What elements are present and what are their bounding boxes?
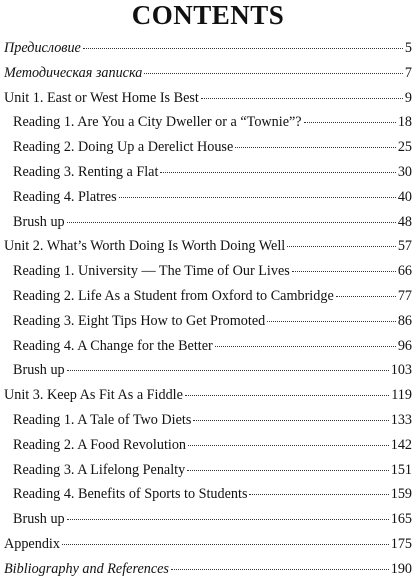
toc-entry: [13, 113, 412, 131]
page-title: CONTENTS: [131, 0, 285, 30]
toc-entry-page-number: 103: [390, 362, 412, 379]
toc-entry-page-number: 133: [390, 412, 412, 428]
toc-entry-title: Brush up: [13, 362, 65, 379]
toc-entry: [4, 535, 412, 553]
toc-entry-title: Unit 1. East or West Home Is Best: [4, 89, 199, 106]
toc-entry-page-number: 96: [397, 337, 412, 354]
toc-entry: [13, 436, 412, 454]
toc-entry-page-number: 119: [391, 387, 412, 404]
toc-entry-page-number: 86: [397, 312, 412, 329]
dot-leader: [201, 97, 403, 99]
dot-leader: [292, 270, 396, 272]
toc-entry-page-number: 190: [390, 560, 412, 577]
dot-leader: [185, 394, 389, 396]
toc-entry-title: Reading 1. University — The Time of Our Lives: [13, 263, 290, 280]
toc-entry-title: Предисловие: [4, 40, 81, 56]
toc-entry-page-number: 57: [397, 238, 412, 255]
toc-entry: [13, 510, 412, 528]
dot-leader: [235, 146, 396, 148]
toc-entry: [4, 64, 412, 82]
toc-entry-title: Reading 4. Benefits of Sports to Students: [13, 486, 248, 503]
toc-entry: [13, 188, 412, 206]
dot-leader: [187, 469, 389, 471]
toc-entry: [13, 138, 412, 156]
dot-leader: [83, 47, 403, 49]
toc-entry-page-number: 151: [390, 461, 412, 478]
dot-leader: [336, 295, 396, 297]
toc-entry-page-number: 25: [397, 139, 412, 156]
dot-leader: [119, 196, 396, 198]
toc-entry-title: Appendix: [4, 536, 60, 552]
toc-entry-page-number: 66: [397, 263, 412, 280]
toc-entry-page-number: 77: [397, 288, 412, 304]
toc-entry: [13, 163, 412, 181]
toc-entry-title: Unit 2. What’s Worth Doing Is Worth Doing Well: [4, 238, 286, 255]
dot-leader: [67, 518, 389, 520]
toc-entry: [13, 262, 412, 280]
toc-entry: [13, 461, 412, 479]
toc-entry-page-number: 142: [390, 436, 412, 453]
toc-entry-page-number: 7: [404, 64, 412, 81]
toc-entry: [13, 485, 412, 503]
toc-entry-title: Brush up: [13, 511, 65, 528]
toc-entry-page-number: 175: [390, 536, 412, 552]
toc-entry-title: Reading 1. A Tale of Two Diets: [13, 412, 192, 428]
toc-entry-title: Reading 4. A Change for the Better: [13, 337, 213, 354]
toc-entry: [13, 287, 412, 305]
toc-entry-page-number: 165: [390, 511, 412, 528]
dot-leader: [249, 493, 388, 495]
dot-leader: [215, 345, 396, 347]
toc-entry-title: Bibliography and References: [4, 560, 169, 577]
toc-entry: [4, 560, 412, 578]
dot-leader: [304, 121, 396, 123]
toc-entry-page-number: 40: [397, 188, 412, 205]
dot-leader: [287, 245, 396, 247]
toc-entry-page-number: 30: [397, 164, 412, 180]
dot-leader: [144, 72, 403, 74]
toc-entry: [4, 89, 412, 107]
toc-entry-page-number: 48: [397, 213, 412, 230]
toc-entry-title: Reading 2. A Food Revolution: [13, 436, 187, 453]
toc-entry-title: Reading 2. Life As a Student from Oxford to Cambridge: [13, 288, 334, 304]
toc-entry-page-number: 18: [397, 114, 412, 131]
dot-leader: [188, 444, 389, 446]
toc-entry-title: Reading 2. Doing Up a Derelict House: [13, 139, 234, 156]
toc-entry: [4, 39, 412, 57]
toc-entry-page-number: 9: [404, 89, 412, 106]
toc-entry-title: Reading 4. Platres: [13, 188, 117, 205]
toc-entry-title: Reading 3. Eight Tips How to Get Promoted: [13, 312, 266, 329]
toc-entry-title: Методическая записка: [4, 64, 143, 81]
toc-entry-title: Reading 3. A Lifelong Penalty: [13, 461, 186, 478]
dot-leader: [67, 221, 396, 223]
dot-leader: [62, 543, 389, 545]
toc-entry-page-number: 5: [404, 40, 412, 56]
toc-entry: [13, 213, 412, 231]
dot-leader: [267, 320, 396, 322]
toc-entry-title: Unit 3. Keep As Fit As a Fiddle: [4, 387, 183, 404]
toc-entry: [4, 386, 412, 404]
toc-entry-title: Reading 3. Renting a Flat: [13, 164, 159, 180]
toc-entry-page-number: 159: [390, 486, 412, 503]
toc-entry: [4, 237, 412, 255]
toc-entry: [13, 337, 412, 355]
dot-leader: [67, 369, 389, 371]
dot-leader: [160, 171, 395, 173]
dot-leader: [193, 419, 388, 421]
toc-entry: [13, 312, 412, 330]
toc-entry-title: Brush up: [13, 213, 65, 230]
toc-entry: [13, 411, 412, 429]
toc-entry: [13, 361, 412, 379]
dot-leader: [171, 568, 389, 570]
toc-entry-title: Reading 1. Are You a City Dweller or a “Townie”?: [13, 114, 302, 131]
